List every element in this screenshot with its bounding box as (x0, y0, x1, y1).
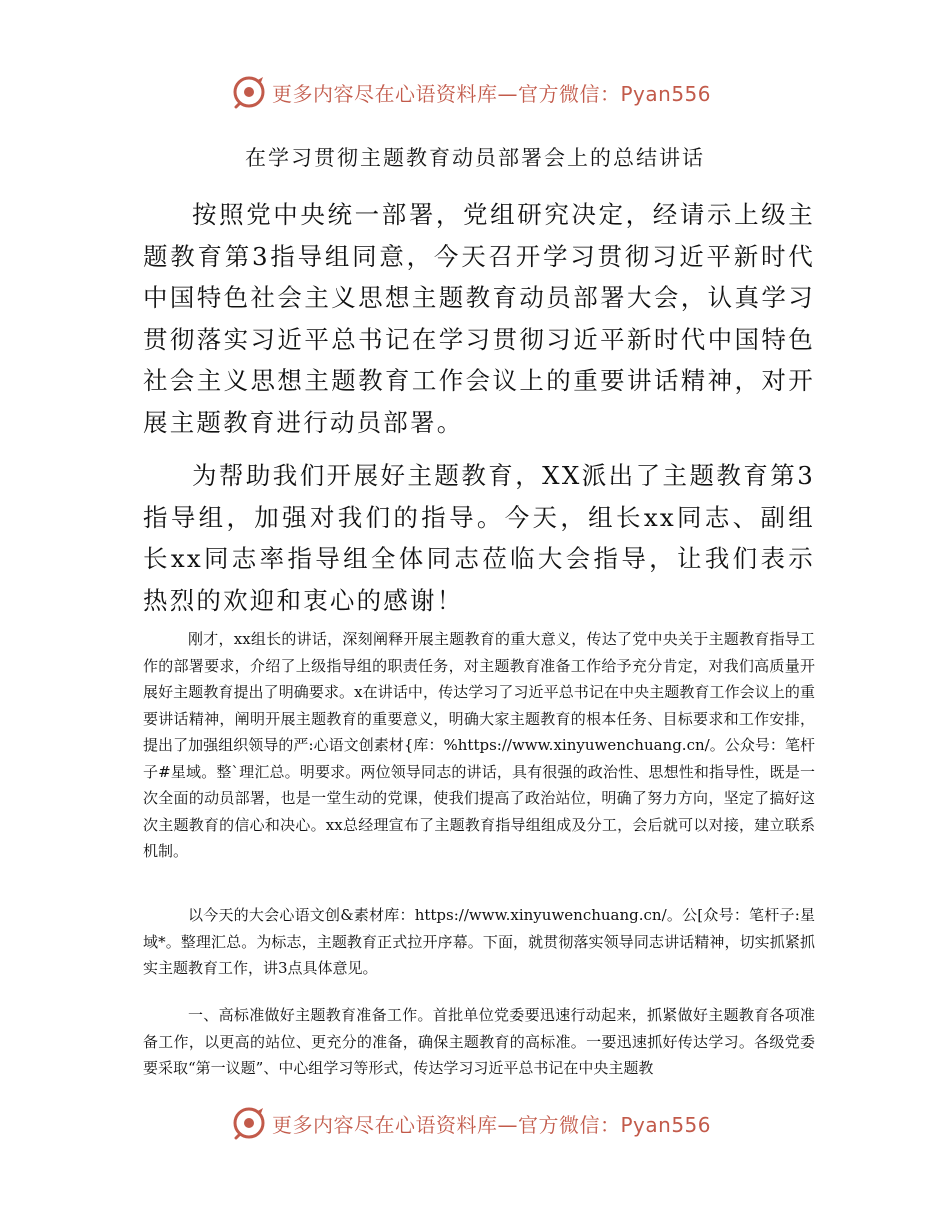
document-title: 在学习贯彻主题教育动员部署会上的总结讲话 (245, 146, 705, 170)
paragraph-1: 按照党中央统一部署，党组研究决定，经请示上级主题教育第3指导组同意，今天召开学习贯彻习近平新时代中国特色社会主义思想主题教育动员部署大会，认真学习贯彻落实习近平总书记在学习贯彻习近平新时代中国特色社会主义思想主题教育工作会议上的重要讲话精神，对开展主题教育进行动员部署。 (143, 200, 815, 437)
banner-text: 更多内容尽在心语资料库—官方微信：Pyan556 (272, 81, 712, 106)
paragraph-5: 一、高标准做好主题教育准备工作。首批单位党委要迅速行动起来，抓紧做好主题教育各项准备工作，以更高的站位、更充分的准备，确保主题教育的高标准。一要迅速抓好传达学习。各级党委要采取“第一议题”、中心组学习等形式，传达学习习近平总书记在中央主题教 (143, 1006, 815, 1077)
paragraph-3: 刚才，xx组长的讲话，深刻阐释开展主题教育的重大意义，传达了党中央关于主题教育指导工作的部署要求，介绍了上级指导组的职责任务，对主题教育准备工作给予充分肯定，对我们高质量开展好主题教育提出了明确要求。x在讲话中，传达学习了习近平总书记在中央主题教育工作会议上的重要讲话精神，阐明开展主题教育的重要意义，明确大家主题教育的根本任务、目标要求和工作安排，提出了加强组织领导的严:心语文创素材{库：%https://www.xinyuwenchuang.cn/。公众号：笔杆子#星域。整`理汇总。明要求。两位领导同志的讲话，具有很强的政治性、思想性和指导性，既是一次全面的动员部署，也是一堂生动的党课，使我们提高了政治站位，明确了努力方向，坚定了搞好这次主题教育的信心和决心。xx总经理宣布了主题教育指导组组成及分工，会后就可以对接，建立联系机制。 (143, 630, 815, 860)
header-banner (232, 72, 712, 112)
pen-circle-logo-icon (232, 75, 266, 109)
footer-banner (232, 1103, 712, 1143)
paragraph-4: 以今天的大会心语文创&素材库：https://www.xinyuwenchuang.cn/。公[众号：笔杆子:星域*。整理汇总。为标志，主题教育正式拉开序幕。下面，就贯彻落实领导同志讲话精神，切实抓紧抓实主题教育工作，讲3点具体意见。 (143, 906, 815, 977)
paragraph-2: 为帮助我们开展好主题教育，XX派出了主题教育第3指导组，加强对我们的指导。今天，组长xx同志、副组长xx同志率指导组全体同志莅临大会指导，让我们表示热烈的欢迎和衷心的感谢！ (143, 461, 815, 615)
pen-circle-logo-icon (232, 1106, 266, 1140)
banner-text: 更多内容尽在心语资料库—官方微信：Pyan556 (272, 1112, 712, 1137)
